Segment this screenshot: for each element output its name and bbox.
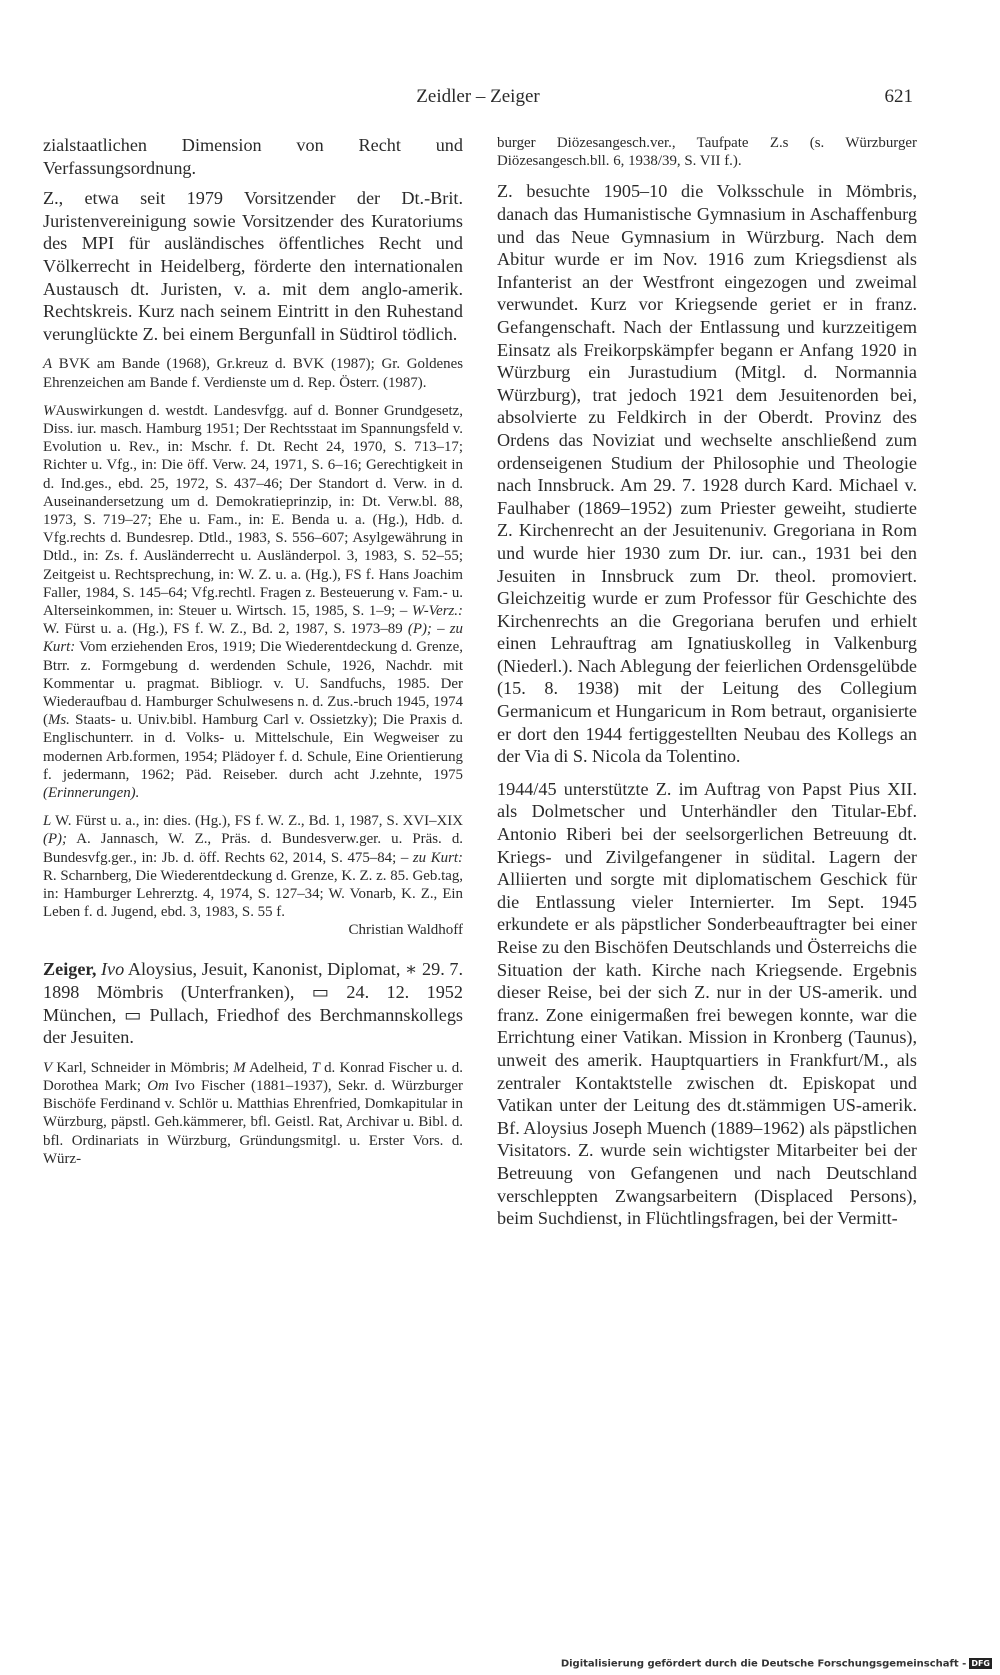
right-column — [497, 134, 917, 1230]
entry-heading: Zeiger, Ivo Aloysius, Jesuit, Kanonist, Diplomat, ∗ 29. 7. 1898 Mömbris (Unterfranken), ▭ 24. 12. 1952 München, ▭ Pullach, Friedhof des Berchmannskollegs der Jesuiten. — [43, 959, 464, 1048]
dfg-logo: DFG — [971, 1658, 990, 1668]
running-title: Zeidler – Zeiger — [416, 86, 540, 107]
headword: Zeiger, — [43, 959, 97, 980]
running-header — [43, 86, 913, 116]
footer-credit: Digitalisierung gefördert durch die Deutsche Forschungsgemeinschaft - DFG — [560, 1658, 990, 1669]
genealogy-section: V Karl, Schneider in Mömbris; M Adelheid, T d. Konrad Fischer u. d. Dorothea Mark; Om Ivo Fischer (1881–1937), Sekr. d. Würzburger Bischöfe Ferdinand v. Schlör u. Matthias Ehrenfried, Domkapitular in Würzburg, päpstl. Geh.kämmerer, bfl. Geistl. Rat, Archivar u. Bibl. d. bfl. Ordinariats in Würzburg, Gründungsmitgl. u. Erster Vors. d. Würz- — [43, 1059, 463, 1167]
paragraph: Z., etwa seit 1979 Vorsitzender der Dt.-Brit. Juristenvereinigung sowie Vorsitzender des Kuratoriums des MPI für ausländisches öffentliches Recht und Völkerrecht in Heidelberg, förderte den internationalen Austausch dt. Juristen, v. a. mit dem anglo-amerik. Rechtskreis. Kurz nach seinem Eintritt in den Ruhestand verunglückte Z. bei einem Bergunfall in Südtirol tödlich. — [43, 188, 463, 344]
awards-section: A BVK am Bande (1968), Gr.kreuz d. BVK (1987); Gr. Goldenes Ehrenzeichen am Bande f. Verdienste um d. Rep. Österr. (1987). — [43, 356, 463, 391]
works-section: WAuswirkungen d. westdt. Landesvfgg. auf d. Bonner Grundgesetz, Diss. iur. masch. Hamburg 1951; Der Rechtsstaat im Spannungsfeld v. Evolution u. Rev., in: Mschr. f. Dt. Recht 24, 1970, S. 713–17; Richter u. Vfg., in: Die öff. Verw. 24, 1971, S. 6–16; Gerechtigkeit in d. Ind.ges., ebd. 25, 1972, S. 437–46; Der Standort d. Verw. in d. Auseinandersetzung um d. Demokratieprinzip, in: Dt. Verw.bl. 88, 1973, S. 719–27; Ehe u. Fam., in: E. Benda u. a. (Hg.), Hdb. d. Vfg.rechts d. Bundesrep. Dtld., 1983, S. 556–607; Asylgewährung in Dtld., in: Zs. f. Ausländerrecht u. Ausländerpol. 3, 1983, S. 52–55; Zeitgeist u. Rechtsprechung, in: W. Z. u. a. (Hg.), FS f. Hans Joachim Faller, 1984, S. 145–64; Vfg.rechtl. Fragen z. Besteuerung v. Fam.- u. Alterseinkommen, in: Steuer u. Wirtsch. 15, 1985, S. 1–9; – W-Verz.: W. Fürst u. a. (Hg.), FS f. W. Z., Bd. 2, 1987, S. 1973–89 (P); – zu Kurt: Vom erziehenden Eros, 1919; Die Wiederentdeckung d. Grenze, Btrr. z. Formgebung d. werdenden Schule, 1926, Nachdr. mit Kommentar u. pragmat. Bibliogr. v. U. Sandfuchs, 1985. Der Wiederaufbau d. Hamburger Schulwesens n. d. Zus.-bruch 1945, 1974 (Ms. Staats- u. Univ.bibl. Hamburg Carl v. Ossietzky); Die Praxis d. Englischunterr. in d. Volks- u. Mittelschule, Ein Wegweiser zu modernen Arb.formen, 1954; Plädoyer f. d. Schule, Eine Orientierung f. jedermann, 1962; Päd. Reiseber. durch acht J.zehnte, 1975 (Erinnerungen). — [43, 402, 463, 802]
literature-section: L W. Fürst u. a., in: dies. (Hg.), FS f. W. Z., Bd. 1, 1987, S. XVI–XIX (P); A. Jannasch, W. Z., Präs. d. Bundesverw.ger. u. Präs. d. Bundesvfg.ger., in: Jb. d. öff. Rechts 62, 2014, S. 475–84; – zu Kurt: R. Scharnberg, Die Wiederentdeckung d. Grenze, K. Z. z. 85. Geb.tag, in: Hamburger Lehrerztg. 4, 1974, S. 127–34; W. Vonarb, K. Z., Ein Leben f. d. Jugend, ebd. 3, 1983, S. 55 f. — [43, 813, 463, 921]
page-number: 621 — [884, 86, 913, 107]
genealogy-continued: burger Diözesangesch.ver., Taufpate Z.s (s. Würzburger Diözesangesch.bll. 6, 1938/39, S. VII f.). — [497, 135, 917, 170]
paragraph: zialstaatlichen Dimension von Recht und Verfassungsordnung. — [43, 135, 463, 178]
paragraph: 1944/45 unterstützte Z. im Auftrag von Papst Pius XII. als Dolmetscher und Unterhändler den Titular-Ebf. Antonio Riberi bei der seelsorgerlichen Betreuung dt. Kriegs- und Zivilgefangener in südital. Lagern der Alliierten und sorgte mit diplomatischem Geschick für die Entlassung vieler Internierter. Im Sept. 1945 erkundete er als päpstlicher Sonderbeauftragter bei einer Reise zu den Bischöfen Deutschlands und Österreichs die Situation der kath. Kirche nach Kriegsende. Ergebnis dieser Reise, bei der sich Z. nur in der US-amerik. und franz. Zone einigermaßen frei bewegen konnte, war die Errichtung einer Vatikan. Mission in Kronberg (Taunus), unweit des amerik. Hauptquartiers in Frankfurt/M., als zentraler Kontaktstelle zwischen dt. Episkopat und Vatikan unter der Leitung des dt.stämmigen US-amerik. Bf. Aloysius Joseph Muench (1889–1962) als päpstlichen Visitators. Z. wurde sein wichtigster Mitarbeiter bei der Betreuung von Gefangenen und nach Deutschland verschleppten Zwangsarbeitern (Displaced Persons), beim Suchdienst, in Flüchtlingsfragen, bei der Vermitt- — [497, 778, 917, 1229]
paragraph: Z. besuchte 1905–10 die Volksschule in Mömbris, danach das Humanistische Gymnasium in Aschaffenburg und das Neue Gymnasium in Würzburg. Nach dem Abitur wurde er im Nov. 1916 zum Kriegsdienst als Infanterist an der Westfront eingezogen und zweimal verwundet. Kurz vor Kriegsende geriet er in franz. Gefangenschaft. Nach der Entlassung und kurzzeitigem Einsatz als Freikorpskämpfer begann er Anfang 1920 in Würzburg ein Jurastudium (Mitgl. d. Normannia Würzburg), trat jedoch 1921 dem Jesuitenorden bei, absolvierte zu Feldkirch in der Oberdt. Provinz des Ordens das Noviziat und wechselte anschließend zum ordenseigenen Studium der Philosophie und Theologie nach Innsbruck. Am 29. 7. 1928 durch Kard. Michael v. Faulhaber (1869–1952) zum Priester geweiht, studierte Z. Kirchenrecht an der Jesuitenuniv. Gregoriana in Rom und wurde hier 1930 zum Dr. iur. can., 1931 bei den Jesuiten in Innsbruck zum Dr. theol. promoviert. Gleichzeitig wurde er zum Professor für Geschichte des Kirchenrechts an die Gregoriana berufen und erhielt einen Lehrauftrag am Ignatiuskolleg in Valkenburg (Niederl.). Nach Ablegung der feierlichen Ordensgelübde (15. 8. 1938) mit der Leitung des Collegium Germanicum et Hungaricum in Rom betraut, organisierte er dort den 1944 fertiggestellten Neubau des Kollegs an der Via di S. Nicola da Tolentino. — [497, 181, 917, 767]
author-signature: Christian Waldhoff — [348, 922, 463, 939]
left-column — [43, 134, 463, 1168]
